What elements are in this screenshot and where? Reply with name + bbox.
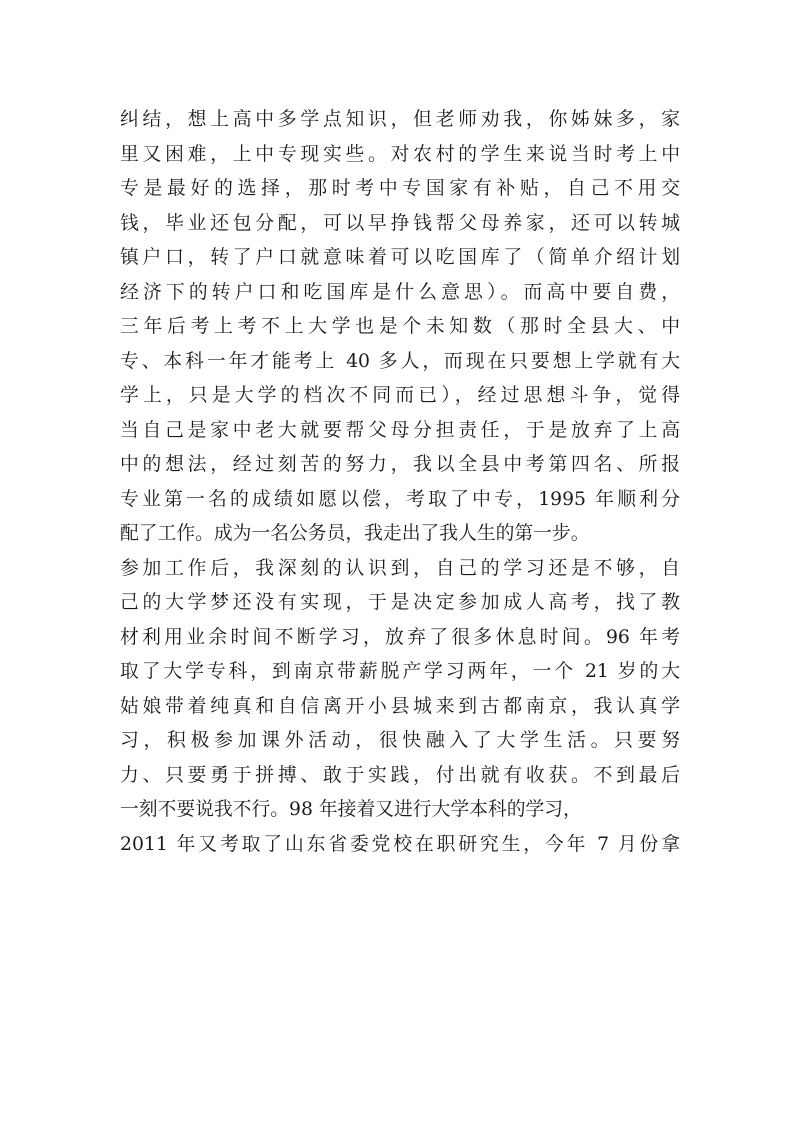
text-line: 2011 年又考取了山东省委党校在职研究生，今年 7 月份拿 (120, 833, 680, 855)
text-line: 钱，毕业还包分配，可以早挣钱帮父母养家，还可以转城 (120, 212, 680, 234)
text-line: 参加工作后，我深刻的认识到，自己的学习还是不够，自 (120, 557, 680, 579)
text-line: 专是最好的选择，那时考中专国家有补贴，自己不用交 (120, 178, 680, 199)
text-line: 力、只要勇于拼搏、敢于实践，付出就有收获。不到最后 (120, 764, 680, 786)
text-line: 材利用业余时间不断学习，放弃了很多休息时间。96 年考 (120, 626, 680, 648)
text-line: 纠结，想上高中多学点知识，但老师劝我，你姊妹多，家 (120, 109, 680, 130)
text-line: 三年后考上考不上大学也是个未知数（那时全县大、中 (120, 316, 680, 337)
text-line: 取了大学专科，到南京带薪脱产学习两年，一个 21 岁的大 (120, 661, 680, 682)
text-line: 己的大学梦还没有实现，于是决定参加成人高考，找了教 (120, 592, 680, 613)
text-line: 镇户口，转了户口就意味着可以吃国库了（简单介绍计划 (120, 247, 680, 268)
text-line: 里又困难，上中专现实些。对农村的学生来说当时考上中 (120, 143, 680, 165)
text-line: 习，积极参加课外活动，很快融入了大学生活。只要努 (120, 730, 680, 751)
text-line: 专、本科一年才能考上 40 多人，而现在只要想上学就有大 (120, 350, 680, 372)
text-line: 一刻不要说我不行。98 年接着又进行大学本科的学习， (120, 799, 582, 820)
text-line: 配了工作。成为一名公务员，我走出了我人生的第一步。 (120, 523, 590, 544)
text-line: 经济下的转户口和吃国库是什么意思）。而高中要自费， (120, 281, 680, 303)
text-line: 中的想法，经过刻苦的努力，我以全县中考第四名、所报 (120, 454, 680, 475)
text-line: 当自己是家中老大就要帮父母分担责任，于是放弃了上高 (120, 419, 680, 441)
text-line: 姑娘带着纯真和自信离开小县城来到古都南京，我认真学 (120, 695, 680, 717)
body-text (120, 103, 680, 862)
text-line: 专业第一名的成绩如愿以偿，考取了中专，1995 年顺利分 (120, 488, 680, 510)
text-line: 学上，只是大学的档次不同而已），经过思想斗争，觉得 (120, 385, 680, 406)
